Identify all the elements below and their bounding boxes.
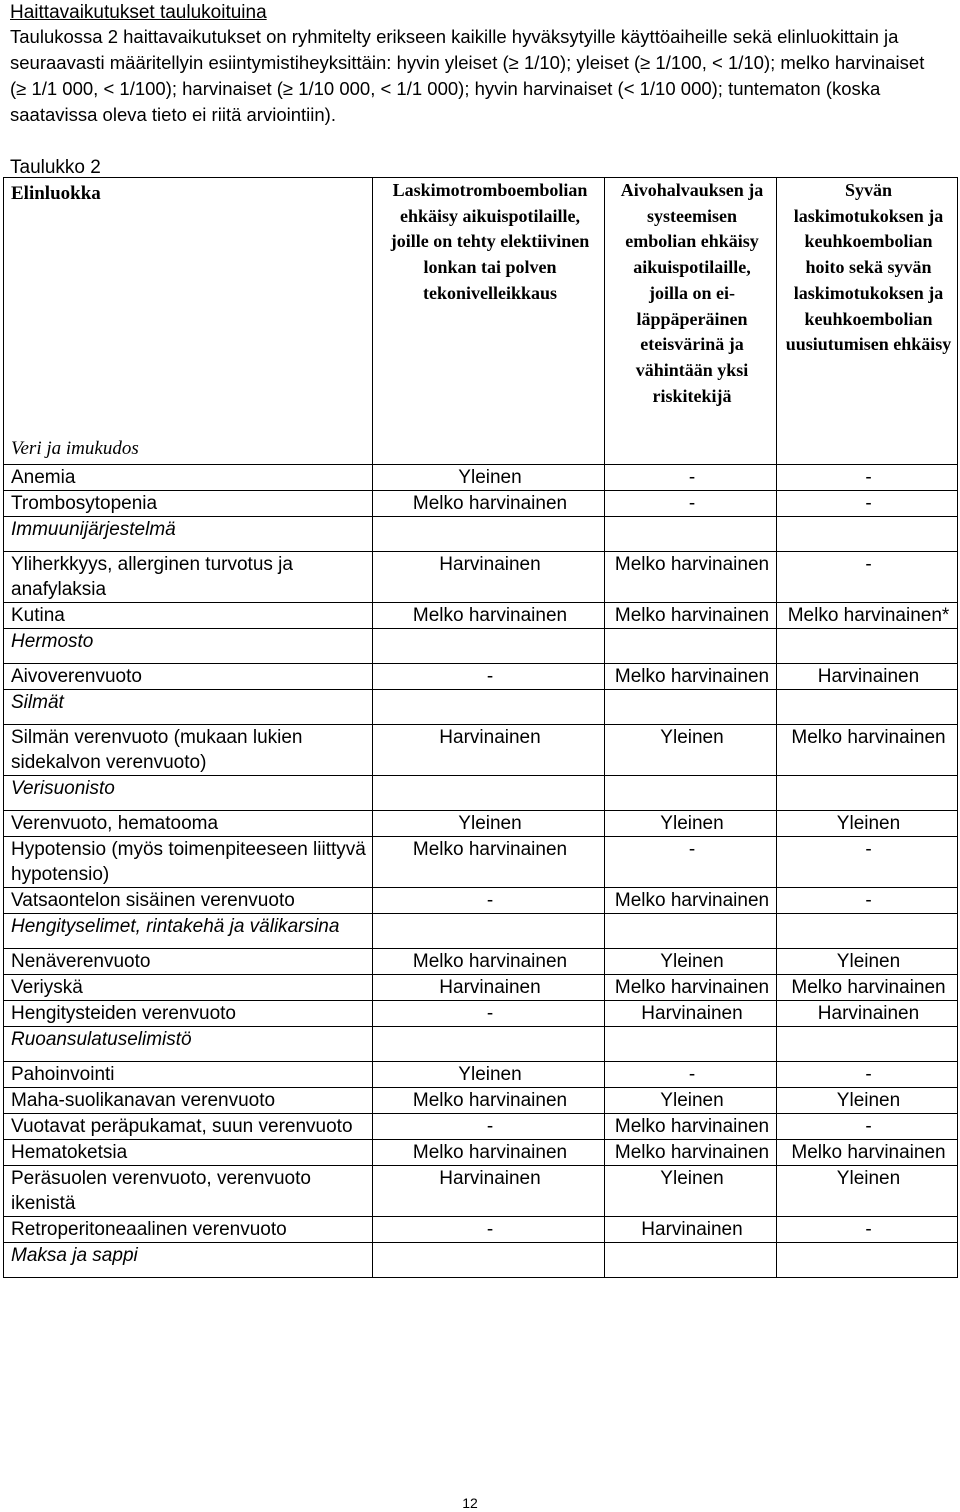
- reaction-name: Hypotensio (myös toimenpiteeseen liittyvä hypotensio): [4, 837, 373, 888]
- table-row: [4, 1001, 958, 1027]
- frequency-cell-1: Yleinen: [373, 811, 605, 837]
- reaction-name: Kutina: [4, 603, 373, 629]
- frequency-cell-1: Harvinainen: [373, 975, 605, 1001]
- reaction-name: Aivoverenvuoto: [4, 664, 373, 690]
- reaction-name: Nenäverenvuoto: [4, 949, 373, 975]
- frequency-cell-3: Melko harvinainen: [777, 975, 958, 1001]
- reaction-name: Hematoketsia: [4, 1140, 373, 1166]
- category-label: Immuunijärjestelmä: [4, 517, 373, 552]
- category-row: [4, 1027, 958, 1062]
- frequency-cell-2: Yleinen: [605, 725, 777, 776]
- frequency-cell-3: -: [777, 491, 958, 517]
- category-label: Hengityselimet, rintakehä ja välikarsina: [4, 914, 373, 949]
- table-row: [4, 888, 958, 914]
- frequency-cell-1: Yleinen: [373, 1062, 605, 1088]
- reaction-name: Veriyskä: [4, 975, 373, 1001]
- frequency-cell-1: Melko harvinainen: [373, 491, 605, 517]
- frequency-cell-2: Yleinen: [605, 1088, 777, 1114]
- category-row: [4, 776, 958, 811]
- table-row: [4, 603, 958, 629]
- category-row: [4, 690, 958, 725]
- category-empty-cell: [777, 517, 958, 552]
- table-row: [4, 949, 958, 975]
- frequency-cell-2: Melko harvinainen: [605, 664, 777, 690]
- frequency-cell-2: Melko harvinainen: [605, 975, 777, 1001]
- category-empty-cell: [605, 914, 777, 949]
- frequency-cell-1: Harvinainen: [373, 552, 605, 603]
- table-row: [4, 1217, 958, 1243]
- category-row: [4, 517, 958, 552]
- frequency-cell-2: Yleinen: [605, 1166, 777, 1217]
- frequency-cell-1: Melko harvinainen: [373, 837, 605, 888]
- frequency-cell-3: -: [777, 465, 958, 491]
- category-row: [4, 1243, 958, 1278]
- frequency-cell-2: -: [605, 465, 777, 491]
- frequency-cell-2: Yleinen: [605, 811, 777, 837]
- category-label: Hermosto: [4, 629, 373, 664]
- table-row: [4, 465, 958, 491]
- category-empty-cell: [373, 914, 605, 949]
- frequency-cell-2: -: [605, 491, 777, 517]
- frequency-cell-1: Harvinainen: [373, 725, 605, 776]
- category-empty-cell: [373, 629, 605, 664]
- category-empty-cell: [777, 629, 958, 664]
- category-empty-cell: [605, 517, 777, 552]
- frequency-cell-2: Harvinainen: [605, 1001, 777, 1027]
- category-empty-cell: [605, 629, 777, 664]
- section-heading: Haittavaikutukset taulukoituina: [10, 2, 267, 23]
- reaction-name: Maha-suolikanavan verenvuoto: [4, 1088, 373, 1114]
- table-header-row: [4, 178, 958, 465]
- frequency-cell-3: Melko harvinainen*: [777, 603, 958, 629]
- frequency-cell-3: Melko harvinainen: [777, 725, 958, 776]
- category-label: Maksa ja sappi: [4, 1243, 373, 1278]
- table-row: [4, 1140, 958, 1166]
- frequency-cell-1: -: [373, 888, 605, 914]
- frequency-cell-3: Harvinainen: [777, 664, 958, 690]
- frequency-cell-2: Melko harvinainen: [605, 1140, 777, 1166]
- frequency-cell-1: -: [373, 1114, 605, 1140]
- category-empty-cell: [777, 690, 958, 725]
- frequency-cell-2: Melko harvinainen: [605, 1114, 777, 1140]
- category-empty-cell: [777, 776, 958, 811]
- header-organ-class: Elinluokka: [11, 183, 101, 204]
- frequency-cell-2: Melko harvinainen: [605, 603, 777, 629]
- category-label: Verisuonisto: [4, 776, 373, 811]
- frequency-cell-3: Yleinen: [777, 1166, 958, 1217]
- category-empty-cell: [605, 1243, 777, 1278]
- intro-paragraph: Taulukossa 2 haittavaikutukset on ryhmitelty erikseen kaikille hyväksytyille käyttöaiheille sekä elinluokittain ja seuraavasti määritellyin esiintymistiheyksittäin: hyvin yleiset (≥ 1/10); yleiset (≥ 1/100, < 1/10); melko harvinaiset (≥ 1/1 000, < 1/100); harvinaiset (≥ 1/10 000, < 1/1 000); hyvin harvinaiset (< 1/10 000); tuntematon (koska saatavissa oleva tieto ei riitä arviointiin).: [10, 26, 925, 125]
- category-empty-cell: [373, 690, 605, 725]
- table-row: [4, 664, 958, 690]
- header-col-vte-prevention: Laskimotromboembolian ehkäisy aikuispotilaille, joille on tehty elektiivinen lonkan tai polven tekonivelleikkaus: [373, 178, 605, 465]
- frequency-cell-1: Melko harvinainen: [373, 1140, 605, 1166]
- table-row: [4, 1166, 958, 1217]
- category-label: Ruoansulatuselimistö: [4, 1027, 373, 1062]
- reaction-name: Vuotavat peräpukamat, suun verenvuoto: [4, 1114, 373, 1140]
- frequency-cell-1: Harvinainen: [373, 1166, 605, 1217]
- header-col-dvt-treatment: Syvän laskimotukoksen ja keuhkoembolian hoito sekä syvän laskimotukoksen ja keuhkoembolian uusiutumisen ehkäisy: [777, 178, 958, 465]
- category-empty-cell: [777, 914, 958, 949]
- frequency-cell-3: -: [777, 888, 958, 914]
- table-row: [4, 811, 958, 837]
- table-row: [4, 975, 958, 1001]
- table-caption: Taulukko 2: [10, 157, 101, 178]
- page-number: 12: [462, 1495, 478, 1511]
- category-empty-cell: [605, 1027, 777, 1062]
- reaction-name: Silmän verenvuoto (mukaan lukien sidekalvon verenvuoto): [4, 725, 373, 776]
- frequency-cell-3: Yleinen: [777, 1088, 958, 1114]
- category-empty-cell: [373, 1243, 605, 1278]
- category-empty-cell: [373, 1027, 605, 1062]
- reaction-name: Anemia: [4, 465, 373, 491]
- frequency-cell-2: Yleinen: [605, 949, 777, 975]
- category-empty-cell: [605, 690, 777, 725]
- frequency-cell-3: -: [777, 1114, 958, 1140]
- frequency-cell-2: Melko harvinainen: [605, 552, 777, 603]
- table-row: [4, 552, 958, 603]
- reaction-name: Vatsaontelon sisäinen verenvuoto: [4, 888, 373, 914]
- frequency-cell-2: Melko harvinainen: [605, 888, 777, 914]
- reaction-name: Verenvuoto, hematooma: [4, 811, 373, 837]
- frequency-cell-1: -: [373, 664, 605, 690]
- header-organ-class-cell: [4, 178, 373, 465]
- category-empty-cell: [777, 1243, 958, 1278]
- frequency-cell-3: Yleinen: [777, 811, 958, 837]
- frequency-cell-3: -: [777, 1062, 958, 1088]
- category-row: [4, 914, 958, 949]
- frequency-cell-1: Yleinen: [373, 465, 605, 491]
- table-body: [4, 465, 958, 1278]
- frequency-cell-3: Harvinainen: [777, 1001, 958, 1027]
- header-col-stroke-prevention: Aivohalvauksen ja systeemisen embolian ehkäisy aikuispotilaille, joilla on ei-läppäperäinen eteisvärinä ja vähintään yksi riskitekijä: [605, 178, 777, 465]
- reaction-name: Yliherkkyys, allerginen turvotus ja anafylaksia: [4, 552, 373, 603]
- category-empty-cell: [373, 776, 605, 811]
- frequency-cell-3: -: [777, 1217, 958, 1243]
- frequency-cell-3: -: [777, 837, 958, 888]
- category-label: Silmät: [4, 690, 373, 725]
- table-row: [4, 1062, 958, 1088]
- frequency-cell-1: Melko harvinainen: [373, 603, 605, 629]
- reaction-name: Hengitysteiden verenvuoto: [4, 1001, 373, 1027]
- category-empty-cell: [777, 1027, 958, 1062]
- frequency-cell-1: Melko harvinainen: [373, 1088, 605, 1114]
- frequency-cell-3: Yleinen: [777, 949, 958, 975]
- frequency-cell-2: -: [605, 837, 777, 888]
- table-row: [4, 1114, 958, 1140]
- frequency-cell-2: -: [605, 1062, 777, 1088]
- adverse-effects-table: [3, 177, 958, 1278]
- frequency-cell-1: -: [373, 1001, 605, 1027]
- first-category-label: Veri ja imukudos: [11, 438, 139, 459]
- table-row: [4, 725, 958, 776]
- table-row: [4, 491, 958, 517]
- category-empty-cell: [373, 517, 605, 552]
- reaction-name: Retroperitoneaalinen verenvuoto: [4, 1217, 373, 1243]
- frequency-cell-3: Melko harvinainen: [777, 1140, 958, 1166]
- reaction-name: Pahoinvointi: [4, 1062, 373, 1088]
- frequency-cell-3: -: [777, 552, 958, 603]
- reaction-name: Peräsuolen verenvuoto, verenvuoto ikenistä: [4, 1166, 373, 1217]
- frequency-cell-2: Harvinainen: [605, 1217, 777, 1243]
- reaction-name: Trombosytopenia: [4, 491, 373, 517]
- table-row: [4, 1088, 958, 1114]
- category-row: [4, 629, 958, 664]
- category-empty-cell: [605, 776, 777, 811]
- frequency-cell-1: Melko harvinainen: [373, 949, 605, 975]
- frequency-cell-1: -: [373, 1217, 605, 1243]
- table-row: [4, 837, 958, 888]
